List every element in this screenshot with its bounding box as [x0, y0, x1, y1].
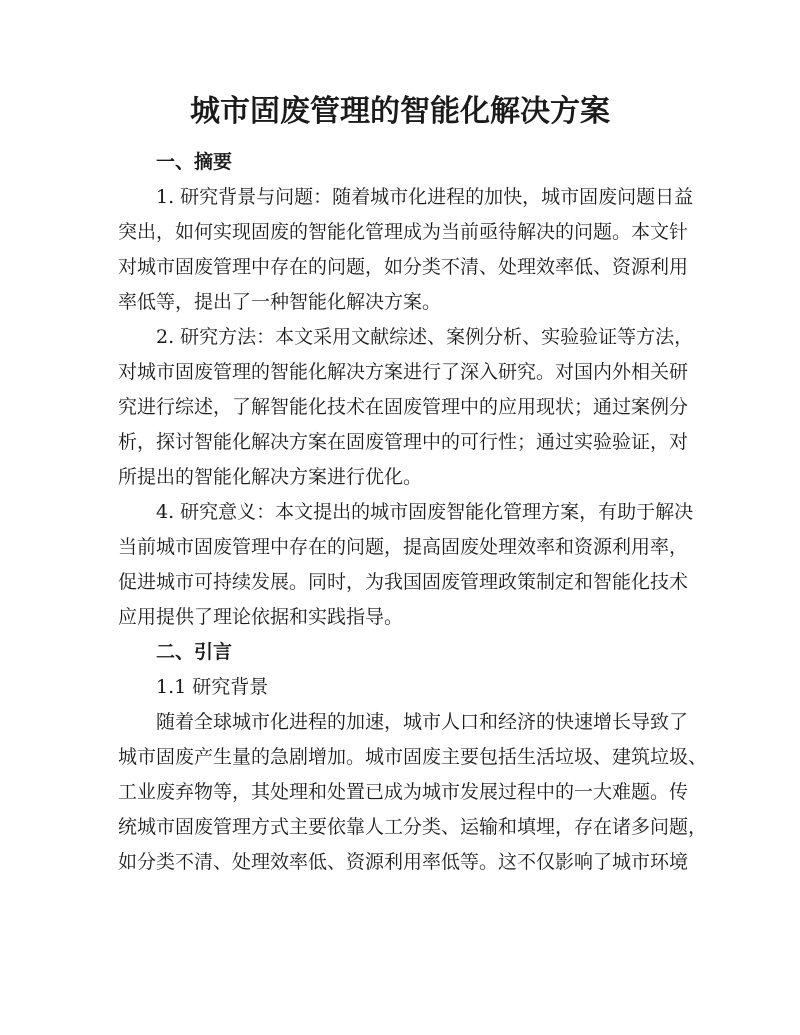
- paragraph-methods: [118, 320, 698, 495]
- section-heading-intro: 二、引言: [156, 641, 233, 663]
- text-line: 4. 研究意义：本文提出的城市固废智能化管理方案，有助于解决: [156, 501, 694, 523]
- text-line: 究进行综述，了解智能化技术在固废管理中的应用现状；通过案例分: [118, 396, 689, 418]
- text-line: 当前城市固废管理中存在的问题，提高固废处理效率和资源利用率，: [118, 536, 689, 558]
- text-line: 如分类不清、处理效率低、资源利用率低等。这不仅影响了城市环境: [118, 851, 689, 873]
- subsection-heading: 1.1 研究背景: [156, 676, 269, 698]
- text-line: 应用提供了理论依据和实践指导。: [118, 606, 404, 628]
- text-line: 促进城市可持续发展。同时，为我国固废管理政策制定和智能化技术: [118, 571, 689, 593]
- text-line: 率低等，提出了一种智能化解决方案。: [118, 291, 442, 313]
- text-line: 所提出的智能化解决方案进行优化。: [118, 466, 423, 488]
- document-title: 城市固废管理的智能化解决方案: [190, 94, 610, 129]
- text-line: 对城市固废管理的智能化解决方案进行了深入研究。对国内外相关研: [118, 361, 689, 383]
- paragraph-intro: [118, 705, 708, 880]
- text-line: 析，探讨智能化解决方案在固废管理中的可行性；通过实验验证，对: [118, 431, 689, 453]
- text-line: 城市固废产生量的急剧增加。城市固废主要包括生活垃圾、建筑垃圾、: [118, 746, 708, 768]
- text-line: 1. 研究背景与问题：随着城市化进程的加快，城市固废问题日益: [156, 186, 694, 208]
- text-line: 工业废弃物等，其处理和处置已成为城市发展过程中的一大难题。传: [118, 781, 689, 803]
- text-line: 突出，如何实现固废的智能化管理成为当前亟待解决的问题。本文针: [118, 221, 689, 243]
- document-body: [118, 145, 708, 880]
- text-line: 2. 研究方法：本文采用文献综述、案例分析、实验验证等方法，: [156, 326, 694, 348]
- section-heading-abstract: 一、摘要: [156, 151, 233, 173]
- text-line: 统城市固废管理方式主要依靠人工分类、运输和填埋，存在诸多问题，: [118, 816, 708, 838]
- paragraph-significance: [118, 495, 698, 635]
- text-line: 对城市固废管理中存在的问题，如分类不清、处理效率低、资源利用: [118, 256, 689, 278]
- paragraph-background: [118, 180, 698, 320]
- text-line: 随着全球城市化进程的加速，城市人口和经济的快速增长导致了: [156, 711, 689, 733]
